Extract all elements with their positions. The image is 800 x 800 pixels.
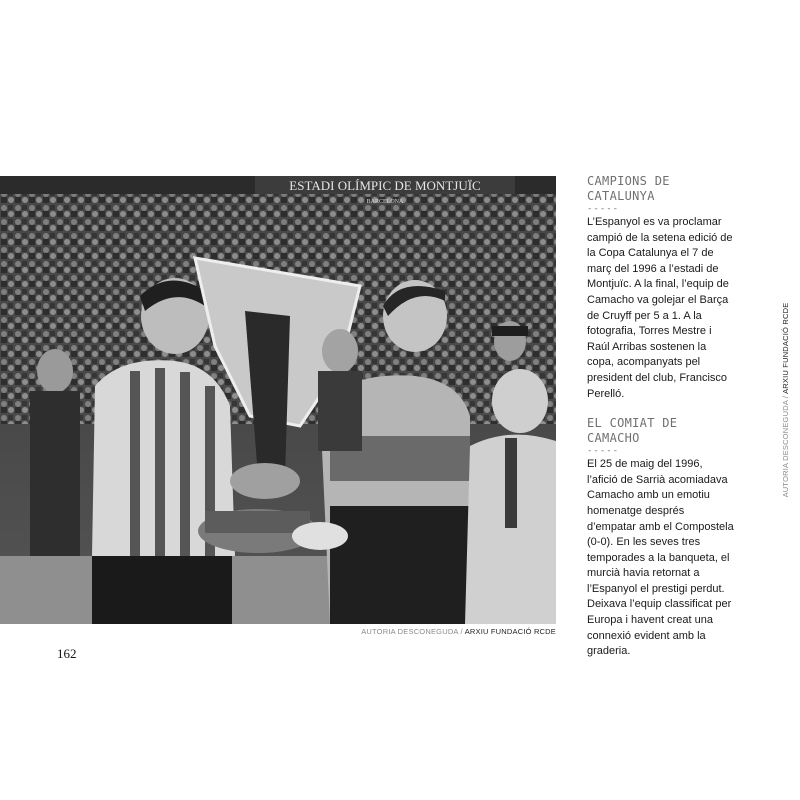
side-credit (781, 303, 790, 498)
side-credit-author: AUTORIA DESCONEGUDA (781, 400, 790, 498)
stadium-subsign: BARCELONA (366, 199, 404, 205)
section-campions (587, 174, 735, 402)
section-title (587, 416, 735, 446)
section-title-line: CATALUNYA (587, 189, 655, 203)
section-rule: ----- (587, 204, 620, 214)
photo-credit-source: ARXIU FUNDACIÓ RCDE (464, 627, 556, 636)
page-number: 162 (57, 646, 77, 661)
trophy-photo (0, 176, 556, 624)
section-rule: ----- (587, 446, 620, 457)
section-title-line: CAMPIONS DE (587, 174, 670, 188)
section-body: L’Espanyol es va proclamar campió de la setena edició de la Copa Catalunya el 7 de març del 1996 a l’estadi de Montjuïc. A la final, l’equip de Camacho va golejar el Barça de Cruyff per 5 a 1. A la fotografia, Torres Mestre i Raúl Arribas sostenen la copa, acompanyats pel president del club, Francisco Perelló. (587, 216, 733, 400)
section-comiat (587, 416, 735, 660)
side-credit-separator: / (781, 395, 790, 399)
section-title-line: EL COMIAT DE CAMACHO (587, 416, 678, 446)
photo-credit (361, 627, 556, 636)
sidebar-text (587, 174, 735, 674)
section-title (587, 174, 735, 204)
photo-credit-separator: / (460, 627, 463, 636)
photo-credit-author: AUTORIA DESCONEGUDA (361, 627, 459, 636)
stadium-sign: ESTADI OLÍMPIC DE MONTJUÏC (289, 178, 481, 193)
side-credit-source: ARXIU FUNDACIÓ RCDE (781, 302, 790, 394)
section-body: El 25 de maig del 1996, l’afició de Sarrià acomiadava Camacho amb un emotiu homenatge després d’empatar amb el Compostela (0-0). En les seves tres temporades a la banqueta, el murcià havia retornat a l’Espanyol el prestigi perdut. Deixava l’equip classificat per Europa i havent creat una connexió evident amb la graderia. (587, 458, 734, 658)
trophy-photo-illustration (0, 176, 556, 624)
